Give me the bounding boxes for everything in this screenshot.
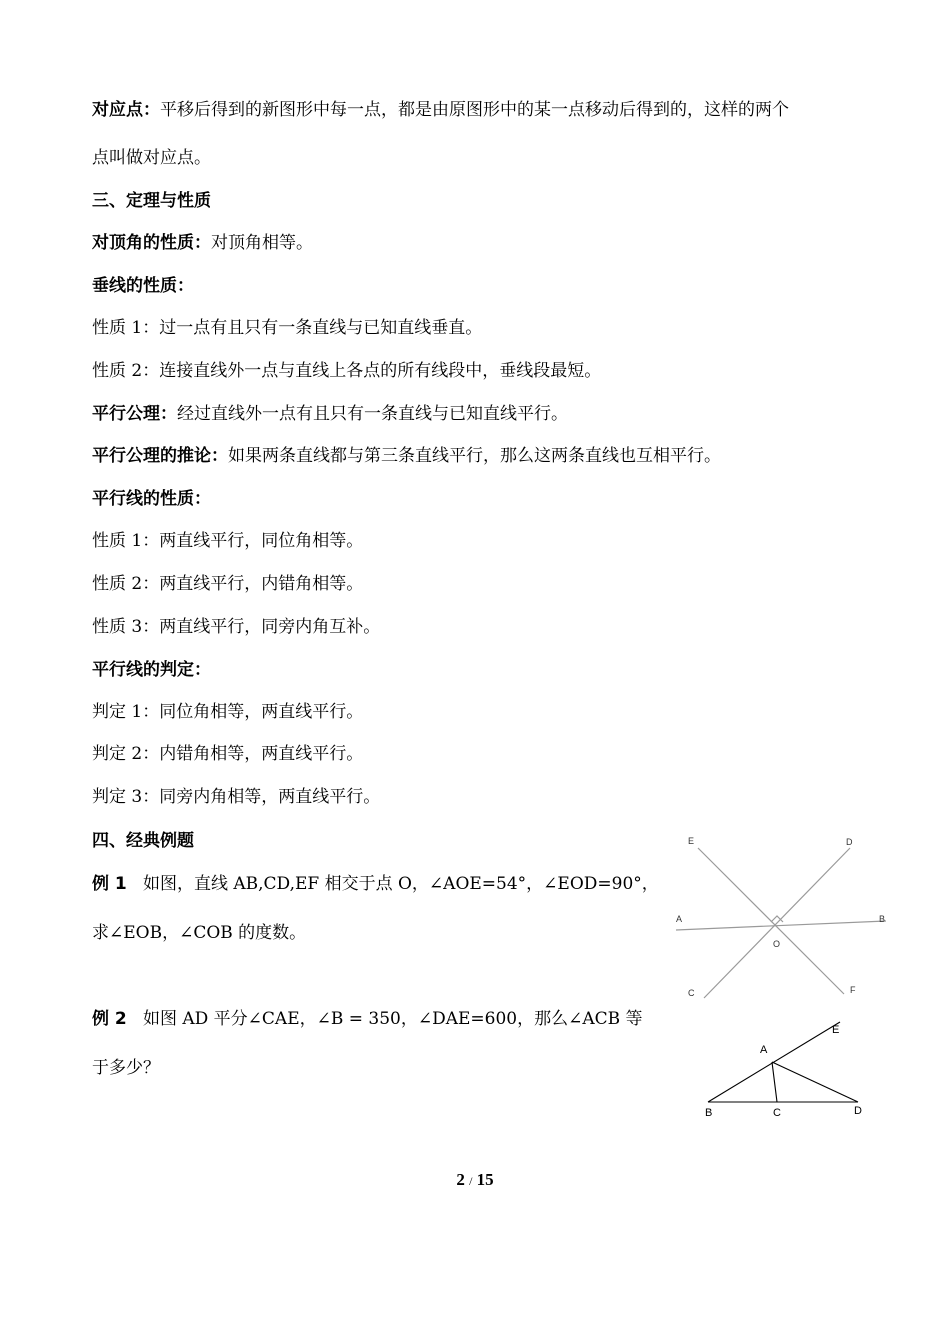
example-label: 例 2 <box>92 1009 127 1029</box>
parallel-axiom <box>92 402 568 426</box>
parallel-axiom-corollary <box>92 444 721 468</box>
term-label: 垂线的性质： <box>92 276 194 296</box>
page-separator: / <box>469 1174 473 1188</box>
term-label: 平行线的判定： <box>92 660 211 680</box>
ray-be <box>708 1022 840 1102</box>
corollary-text: 如果两条直线都与第三条直线平行，那么这两条直线也互相平行。 <box>228 446 721 466</box>
point-label-e: E <box>688 836 695 846</box>
example-1-question-continuation: 求∠EOB，∠COB 的度数。 <box>92 923 307 943</box>
property-text: 性质 3：两直线平行，同旁内角互补。 <box>92 617 381 637</box>
definition-text: 平移后得到的新图形中每一点，都是由原图形中的某一点移动后得到的，这样的两个 <box>160 100 789 120</box>
example-2-figure <box>690 1010 880 1122</box>
definition-continuation: 点叫做对应点。 <box>92 148 211 168</box>
current-page: 2 <box>456 1170 465 1189</box>
point-label-f: F <box>850 985 856 995</box>
point-label-a: A <box>676 914 683 924</box>
example-2-question <box>92 1007 643 1031</box>
total-pages: 15 <box>476 1170 494 1189</box>
definition-corresponding-points <box>92 98 789 122</box>
point-label-o: O <box>773 939 781 949</box>
example-1-figure <box>668 828 894 1006</box>
segment-ad <box>772 1062 858 1102</box>
line-ef <box>698 848 844 994</box>
page-number <box>0 1170 950 1190</box>
point-label-c: C <box>688 988 695 998</box>
example-label: 例 1 <box>92 874 127 894</box>
point-label-d: D <box>846 837 853 847</box>
point-label-d: D <box>854 1105 862 1117</box>
example-text: 如图 AD 平分∠CAE，∠B = 350，∠DAE=600，那么∠ACB 等 <box>142 1009 643 1029</box>
criterion-text: 判定 1：同位角相等，两直线平行。 <box>92 702 364 722</box>
point-label-e: E <box>832 1024 840 1036</box>
segment-ac <box>772 1062 777 1102</box>
line-ab <box>676 921 886 930</box>
point-label-b: B <box>705 1107 713 1119</box>
property-text: 性质 2：连接直线外一点与直线上各点的所有线段中，垂线段最短。 <box>92 361 602 381</box>
term-label: 对顶角的性质： <box>92 233 211 253</box>
term-label: 平行线的性质： <box>92 489 211 509</box>
example-text: 如图，直线 AB,CD,EF 相交于点 O，∠AOE=54°，∠EOD=90°， <box>142 874 659 894</box>
term-label: 对应点： <box>92 100 160 120</box>
section-heading: 三、定理与性质 <box>92 191 211 211</box>
property-vertical-angles <box>92 231 313 255</box>
criterion-text: 判定 3：同旁内角相等，两直线平行。 <box>92 787 381 807</box>
point-label-b: B <box>879 914 886 924</box>
section-heading: 四、经典例题 <box>92 831 194 851</box>
property-text: 性质 2：两直线平行，内错角相等。 <box>92 574 364 594</box>
term-label: 平行公理： <box>92 404 177 424</box>
example-2-question-continuation: 于多少？ <box>92 1058 160 1078</box>
term-label: 平行公理的推论： <box>92 446 228 466</box>
property-text: 对顶角相等。 <box>211 233 313 253</box>
example-1-question <box>92 872 659 896</box>
property-text: 性质 1：过一点有且只有一条直线与已知直线垂直。 <box>92 318 483 338</box>
point-label-c: C <box>773 1107 781 1119</box>
point-label-a: A <box>760 1044 768 1056</box>
property-text: 性质 1：两直线平行，同位角相等。 <box>92 531 364 551</box>
axiom-text: 经过直线外一点有且只有一条直线与已知直线平行。 <box>177 404 568 424</box>
criterion-text: 判定 2：内错角相等，两直线平行。 <box>92 744 364 764</box>
